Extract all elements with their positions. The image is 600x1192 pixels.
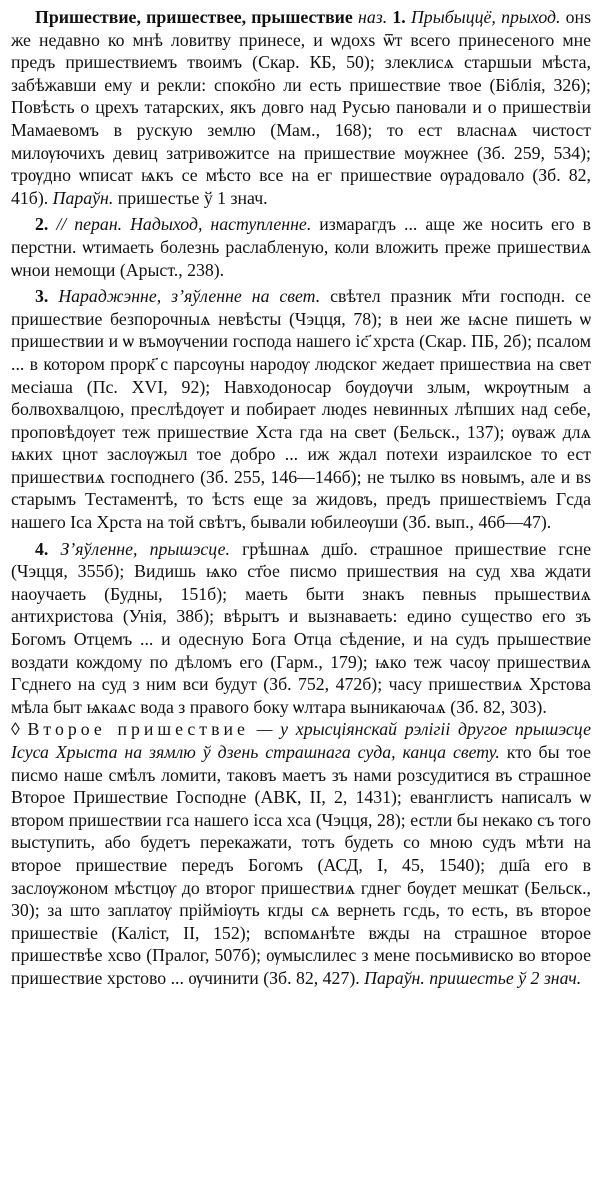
sense-2-number: 2. <box>35 214 49 235</box>
sense-1-number: 1. <box>392 7 406 27</box>
sense-3-number: 3. <box>35 286 49 307</box>
sense-4-number: 4. <box>35 538 49 559</box>
sense-1-citations: онѕ же недавно ко мнѣ ловитву принесе, и ѡдохѕ ѿт всего принесеного мне предъ пришествиемъ твоимъ (Скар. КБ, 50); злеклисѧ старшыи мѣста, забѣжавши ему и рекли: споко҃но ли есть пришествие твое (Біблія, 326); Повѣсть о црехъ татарских, якъ довго над Русью пановали и о пришествіи Мамаевомъ в рускую землю (Мам., 168); то ест власнаѧ чистост милѹючихъ девиц затривожитсе на пришествие мѹжнее (Зб. 259, 534); трѹдно ѡписат ѩкъ се мѣсто все на ег пришествие ѹрадовало (Зб. 82, 41б). <box>11 7 591 208</box>
phrase-compare-text: пришестье ў 2 знач. <box>424 967 582 988</box>
phrase-compare-label: Параўн. <box>364 967 425 988</box>
sense-3-citations: свѣтел празник м҃ти господн. се пришествие безпорочныѧ невѣсты (Чэцця, 78); в неи же ѩсне пишеть ѡ пришествии и ѡ въмѹчении господа нашего іс҃ хрста (Скар. ПБ, 2б); псалом ... в котором прорк҃ с парсѹны народѹ людског жедает пришествиа на свет месіаша (Пс. XVI, 92); Навходоносар бѹдѹчи злым, ѡкрѹтным а болвохвалцою, преслѣдѹет и побирает людеѕ невинных лѣпших над себе, проповѣдѹет теж пришествие Хста гда на свет (Бельск., 137); ѹваж длѧ ѩких цнот заслѹжыл тое добро ... иж ждал потехи израилское то ест пришествиѧ господнего (Зб. 255, 146—146б); не тылко вѕ новымъ, але и вѕ старымъ Тестаментѣ, то ѣстѕ еще за жидовъ, предъ пришествіемъ Гсда нашего Іса Хрста на той свѣтъ, бывали юбилеѹши (Зб. вып., 46б—47). <box>11 286 592 533</box>
dictionary-entry <box>11 6 591 990</box>
sense-1-gloss: Прыбыццё, прыход. <box>410 7 561 27</box>
sense-1-compare-text: пришестье ў 1 знач. <box>113 187 268 208</box>
sense-1-compare-label: Параўн. <box>52 187 114 208</box>
part-of-speech: наз. <box>358 7 388 27</box>
headword: Пришествие, пришествее, прышествие <box>35 7 353 27</box>
phrase-citations: кто бы тое писмо наше смѣлъ ломити, таковъ маетъ зъ нами розсудитися въ страшное Второе Пришествие Господне (АВК, II, 2, 1431); еванглистъ написалъ ѡ втором пришествии гса нашего ісса хса (Чэцця, 28); естли бы некако съ того выступить, або будетъ перекажати, тотъ будеть со мною судъ мѣти на второе пришествие передъ Богомъ (АСД, I, 45, 1540); дш҃а его в заслѹжоном мѣстцѹ до второг пришествиѧ гднег бѹдет мешкат (Бельск., 30); за што заплатѹ прійміѹть кгды сѧ вернеть гсдь, то есть, въ второе пришествіе (Каліст, II, 152); вспомѧнѣте вжды на страшное второе пришествѣе хсво (Пралог, 507б); ѹмыслилес з мене посьмивиско во второе пришествие хрстово ... ѹчинити (Зб. 82, 427). <box>11 742 591 988</box>
phrase-subentry <box>11 718 591 989</box>
sense-2-citations: измарагдъ ... аще же носить его в перстни. ѡтимаеть болезнь раслабленую, коли вложить преже пришествиѧ ѡнои немощи (Арыст., 238). <box>11 214 591 280</box>
phrase-marker: ◊ <box>11 719 20 740</box>
sense-3-gloss: Нараджэнне, з’яўленне на свет. <box>58 286 321 307</box>
sense-4 <box>11 538 591 719</box>
sense-2 <box>11 213 591 281</box>
phrase-gloss: — у хрысціянскай рэлігіі другое прышэсце Ісуса Хрыста на зямлю ў дзень страшнага суда, канца свету. <box>11 719 592 762</box>
phrase-term: Второе пришествие <box>27 719 249 740</box>
sense-3 <box>11 285 591 534</box>
sense-4-gloss: З’яўленне, прышэсце. <box>60 538 230 559</box>
sense-4-citations: грѣшнаѧ дш҃о. страшное пришествие гсне (Чэцця, 355б); Видишь ѩко ст҃ое писмо пришествия на суд хва ждати наоучаеть (Будны, 151б); маеть быти знакъ певныѕ прышествиѧ антихристова (Унія, 38б); вѣрытъ и вызнаваеть: едино существо его зъ Богомъ Отцемъ ... и одесную Бога Отца сѣдение, и на судъ прышествие воздати кождому по дѣломъ его (Гарм., 179); ѩко теж часѹ пришествиѧ Гсднего на суд з ним вси будут (Зб. 752, 472б); часу пришествиѧ Хрстова мѣла быт ѩкаѧс вода з правого боку ѡлтара выникаючаѧ (Зб. 82, 303). <box>11 538 592 717</box>
sense-2-gloss: // перан. Надыход, наступленне. <box>56 214 312 235</box>
sense-1 <box>11 6 591 209</box>
